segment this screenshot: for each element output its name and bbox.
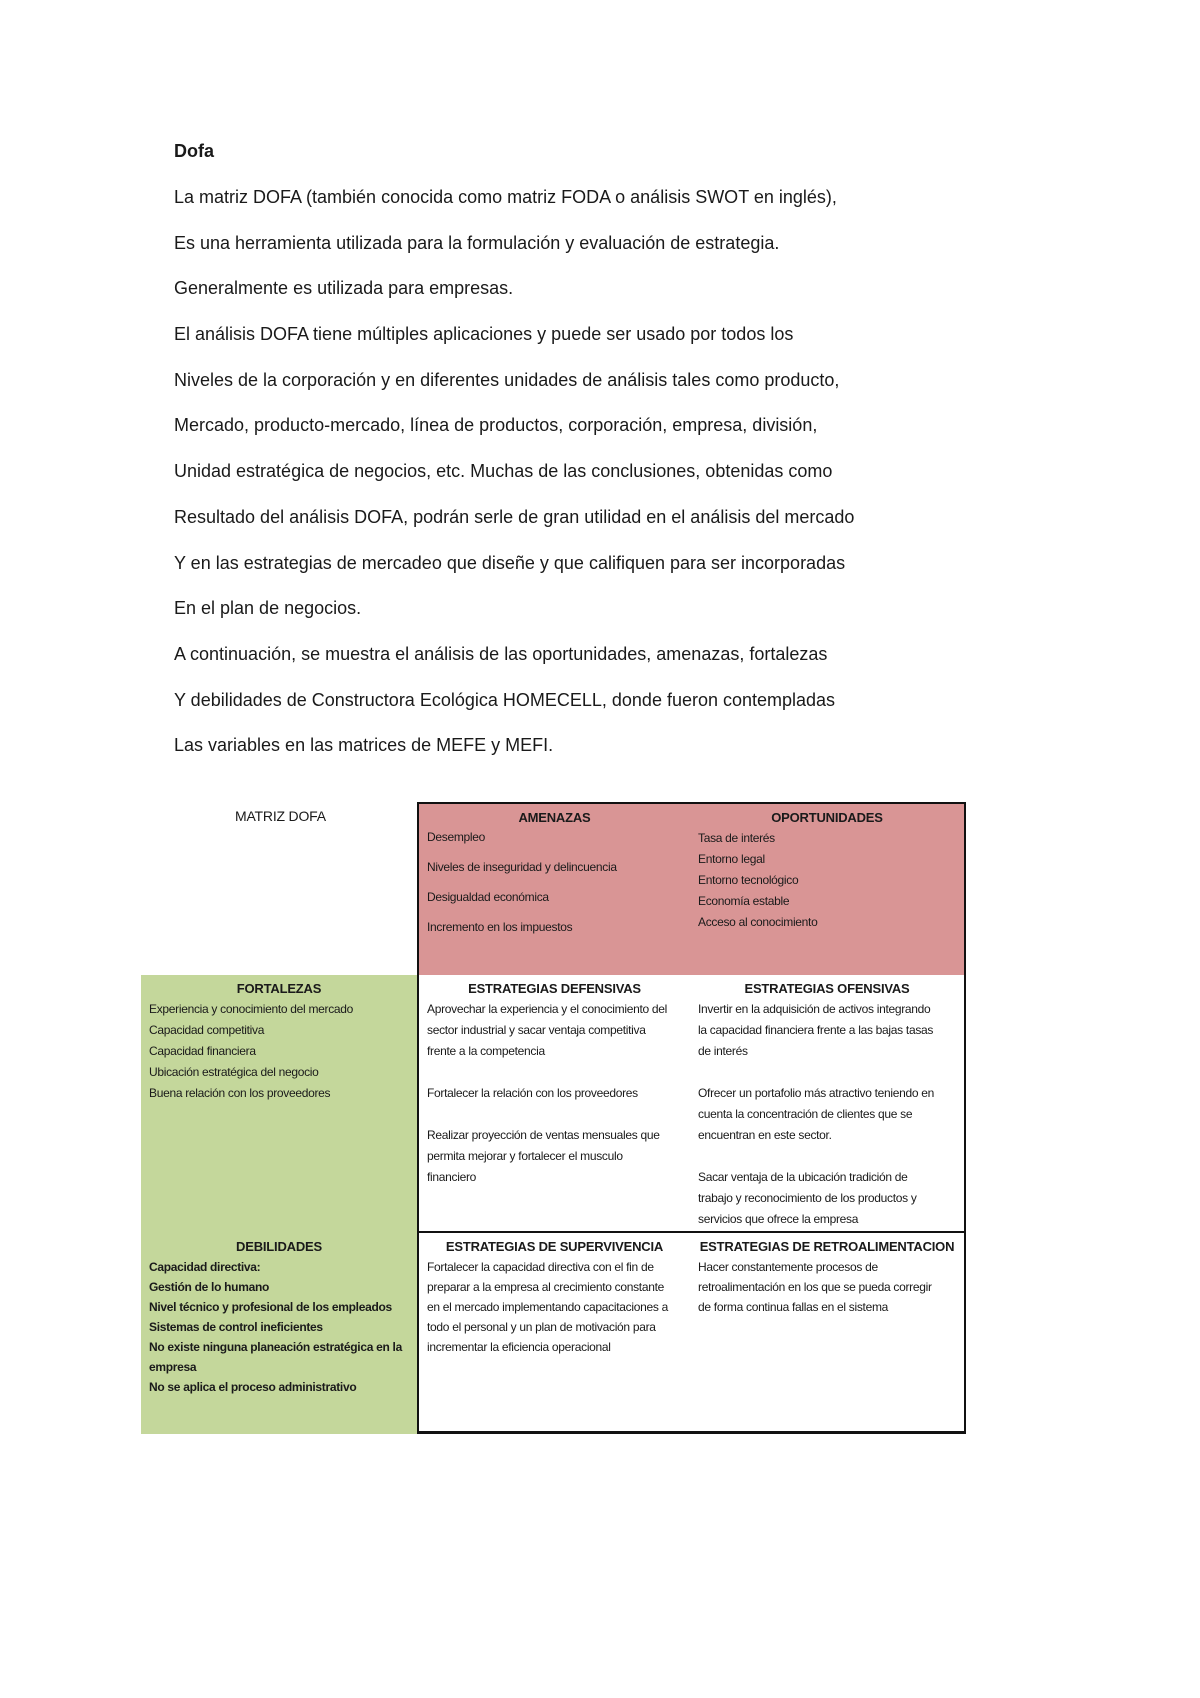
fortalezas-item: Experiencia y conocimiento del mercado	[149, 1002, 354, 1016]
debilidades-item: Nivel técnico y profesional de los empleados	[149, 1300, 392, 1314]
paragraph-line: Resultado del análisis DOFA, podrán serle de gran utilidad en el análisis del mercado	[174, 506, 855, 527]
retroalimentacion-line: retroalimentación en los que se pueda corregir	[698, 1280, 932, 1294]
oportunidades-item: Entorno tecnológico	[698, 873, 799, 887]
document-body	[174, 142, 1074, 780]
estrategia-line: Invertir en la adquisición de activos integrando	[698, 1002, 931, 1016]
debilidades-item: Capacidad directiva:	[149, 1260, 261, 1274]
fortalezas-item: Capacidad competitiva	[149, 1023, 265, 1037]
fortalezas-item: Buena relación con los proveedores	[149, 1086, 331, 1100]
estrategia-line: Aprovechar la experiencia y el conocimiento del	[427, 1002, 668, 1016]
matrix-title-cell	[141, 802, 417, 977]
debilidades-item: No se aplica el proceso administrativo	[149, 1380, 357, 1394]
amenazas-title: AMENAZAS	[518, 810, 591, 825]
paragraph-line: Generalmente es utilizada para empresas.	[174, 278, 514, 299]
fortalezas-title: FORTALEZAS	[236, 981, 322, 996]
estrategias-ofensivas-title: ESTRATEGIAS OFENSIVAS	[744, 981, 910, 996]
estrategia-line: Realizar proyección de ventas mensuales que	[427, 1128, 660, 1142]
amenazas-item: Desigualdad económica	[427, 890, 549, 904]
estrategia-line: Ofrecer un portafolio más atractivo teniendo en	[698, 1086, 935, 1100]
estrategia-line: Sacar ventaja de la ubicación tradición de	[698, 1170, 908, 1184]
amenazas-item: Niveles de inseguridad y delincuencia	[427, 860, 617, 874]
amenazas-item: Desempleo	[427, 830, 485, 844]
paragraph-line: Las variables en las matrices de MEFE y MEFI.	[174, 735, 554, 756]
paragraph-line: Y en las estrategias de mercadeo que diseñe y que califiquen para ser incorporadas	[174, 552, 846, 573]
supervivencia-line: en el mercado implementando capacitaciones a	[427, 1300, 668, 1314]
retroalimentacion-line: Hacer constantemente procesos de	[698, 1260, 878, 1274]
paragraph-line: El análisis DOFA tiene múltiples aplicaciones y puede ser usado por todos los	[174, 324, 794, 345]
oportunidades-cell	[690, 802, 966, 977]
fortalezas-item: Ubicación estratégica del negocio	[149, 1065, 319, 1079]
estrategia-line: sector industrial y sacar ventaja competitiva	[427, 1023, 646, 1037]
oportunidades-item: Economía estable	[698, 894, 790, 908]
estrategia-line: encuentran en este sector.	[698, 1128, 832, 1142]
estrategias-ofensivas-cell	[690, 975, 966, 1233]
paragraph-line: Y debilidades de Constructora Ecológica HOMECELL, donde fueron contempladas	[174, 689, 836, 710]
debilidades-title: DEBILIDADES	[236, 1239, 322, 1254]
paragraph-line: Unidad estratégica de negocios, etc. Muchas de las conclusiones, obtenidas como	[174, 461, 833, 482]
estrategia-paragraph	[698, 1083, 956, 1146]
document-heading: Dofa	[174, 141, 214, 161]
amenazas-cell	[417, 802, 692, 977]
debilidades-item: Sistemas de control ineficientes	[149, 1320, 323, 1334]
estrategias-supervivencia-cell	[417, 1233, 692, 1434]
estrategia-paragraph	[698, 999, 956, 1062]
estrategias-retroalimentacion-cell	[690, 1233, 966, 1434]
supervivencia-line: Fortalecer la capacidad directiva con el fin de	[427, 1260, 654, 1274]
dofa-matrix	[141, 802, 966, 1434]
oportunidades-title: OPORTUNIDADES	[771, 810, 883, 825]
estrategia-line: servicios que ofrece la empresa	[698, 1212, 859, 1226]
fortalezas-cell	[141, 975, 417, 1233]
estrategia-line: de interés	[698, 1044, 748, 1058]
estrategias-defensivas-title: ESTRATEGIAS DEFENSIVAS	[468, 981, 641, 996]
estrategia-line: cuenta la concentración de clientes que se	[698, 1107, 913, 1121]
debilidades-item: No existe ninguna planeación estratégica en la	[149, 1340, 402, 1354]
estrategias-supervivencia-title: ESTRATEGIAS DE SUPERVIVENCIA	[445, 1239, 664, 1254]
estrategia-paragraph	[698, 1167, 956, 1230]
estrategias-retroalimentacion-title: ESTRATEGIAS DE RETROALIMENTACION	[699, 1239, 955, 1254]
retroalimentacion-line: de forma continua fallas en el sistema	[698, 1300, 889, 1314]
paragraph-line: Niveles de la corporación y en diferentes unidades de análisis tales como producto,	[174, 369, 840, 390]
debilidades-item: Gestión de lo humano	[149, 1280, 270, 1294]
oportunidades-item: Entorno legal	[698, 852, 765, 866]
fortalezas-item: Capacidad financiera	[149, 1044, 256, 1058]
supervivencia-line: todo el personal y un plan de motivación para	[427, 1320, 656, 1334]
estrategia-line: trabajo y reconocimiento de los productos y	[698, 1191, 917, 1205]
paragraph-line: En el plan de negocios.	[174, 598, 362, 619]
paragraph-line: Es una herramienta utilizada para la formulación y evaluación de estrategia.	[174, 232, 780, 253]
estrategia-paragraph	[427, 999, 682, 1062]
debilidades-cell	[141, 1233, 417, 1434]
estrategia-line: financiero	[427, 1170, 477, 1184]
paragraph-line: Mercado, producto-mercado, línea de productos, corporación, empresa, división,	[174, 415, 818, 436]
estrategias-defensivas-cell	[417, 975, 692, 1233]
oportunidades-item: Tasa de interés	[698, 831, 775, 845]
amenazas-item: Incremento en los impuestos	[427, 920, 573, 934]
paragraph-line: A continuación, se muestra el análisis de las oportunidades, amenazas, fortalezas	[174, 643, 828, 664]
estrategia-line: Fortalecer la relación con los proveedores	[427, 1086, 638, 1100]
estrategia-paragraph	[427, 1125, 682, 1188]
supervivencia-line: preparar a la empresa al crecimiento constante	[427, 1280, 664, 1294]
debilidades-item: empresa	[149, 1360, 197, 1374]
estrategia-line: permita mejorar y fortalecer el musculo	[427, 1149, 623, 1163]
matrix-title: MATRIZ DOFA	[235, 808, 326, 824]
estrategia-line: la capacidad financiera frente a las bajas tasas	[698, 1023, 934, 1037]
estrategia-paragraph	[427, 1083, 682, 1104]
supervivencia-line: incrementar la eficiencia operacional	[427, 1340, 611, 1354]
estrategia-line: frente a la competencia	[427, 1044, 545, 1058]
oportunidades-item: Acceso al conocimiento	[698, 915, 818, 929]
paragraph-line: La matriz DOFA (también conocida como matriz FODA o análisis SWOT en inglés),	[174, 187, 837, 207]
